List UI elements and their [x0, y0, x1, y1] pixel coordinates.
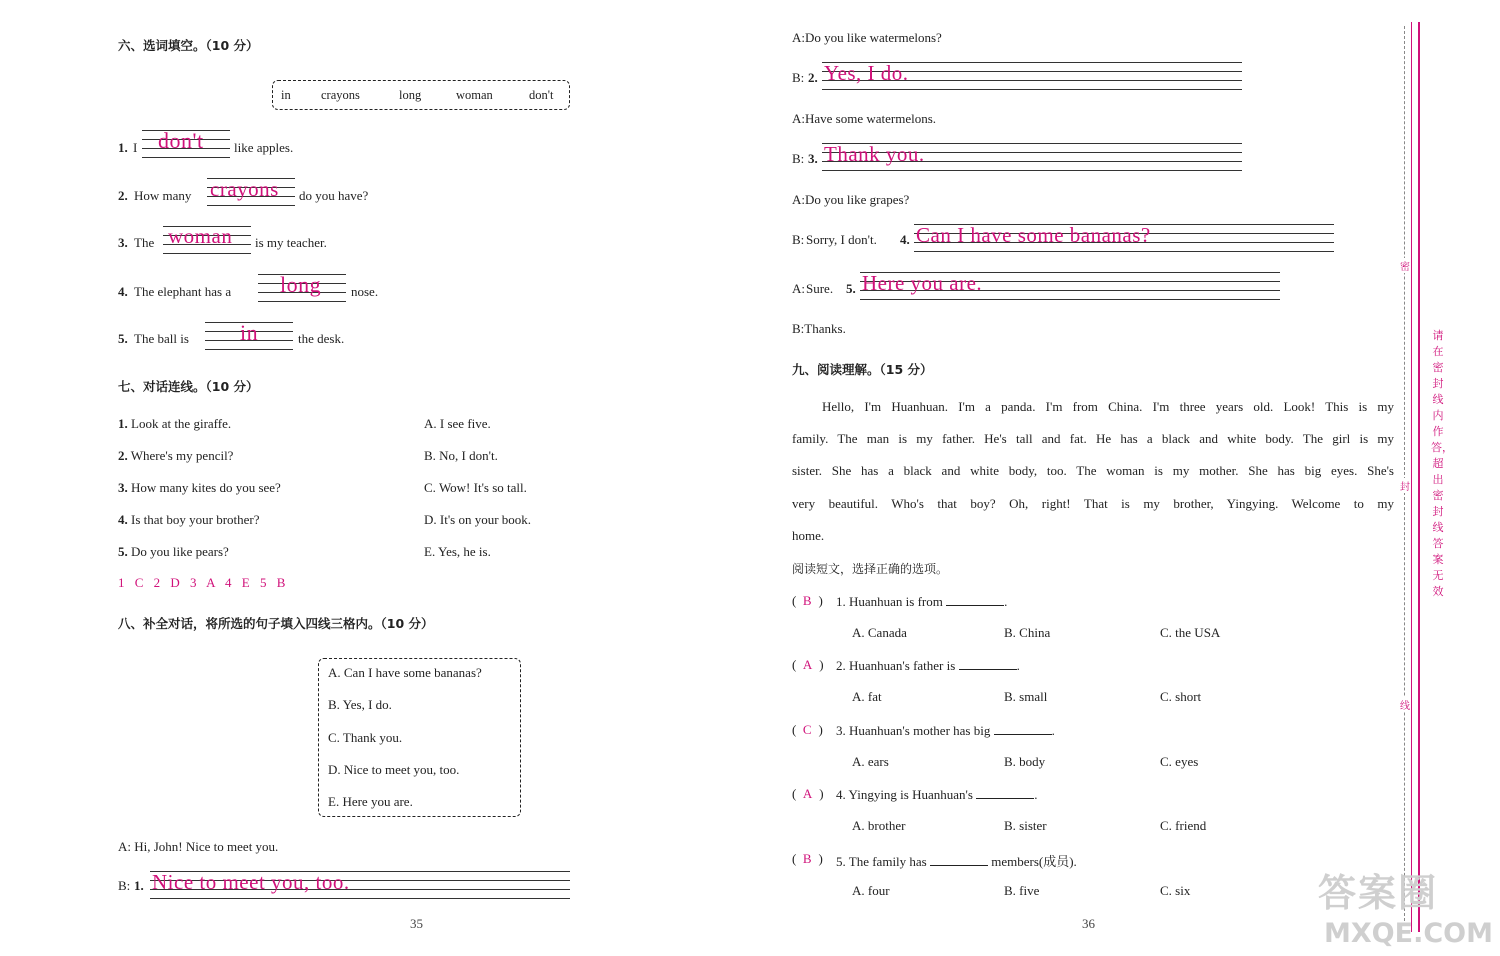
- choice-option: A. brother: [852, 818, 906, 833]
- choice-option: B. China: [1004, 625, 1051, 640]
- dialogue-line: A:Do you like watermelons?: [792, 30, 942, 45]
- match-right-item: B. No, I don't.: [424, 448, 498, 463]
- question-text: 5. The family has members(成员).: [836, 854, 1077, 869]
- word-bank-item: don't: [529, 88, 554, 102]
- answer-paren: ( C ): [792, 722, 823, 737]
- choice-option: B. sister: [1004, 818, 1047, 833]
- match-left-item: 3. How many kites do you see?: [118, 480, 281, 495]
- word-bank: [272, 80, 570, 110]
- answer-paren: ( B ): [792, 593, 823, 608]
- section9-title: 九、阅读理解。（15 分）: [792, 362, 933, 377]
- answer-blank: [994, 722, 1052, 735]
- watermark-logo: 答案圈: [1318, 871, 1439, 915]
- word-bank-item: long: [399, 88, 422, 102]
- item-number: 3.: [808, 151, 818, 166]
- watermark-domain: MXQE.COM: [1324, 918, 1493, 949]
- choice-answer: C: [802, 722, 813, 737]
- question-text: 4. Yingying is Huanhuan's .: [836, 787, 1038, 802]
- dialogue-text: Sorry, I don't.: [806, 232, 877, 247]
- item-text-before: The elephant has a: [134, 284, 232, 299]
- handwritten-answer: Can I have some bananas?: [916, 223, 1151, 247]
- item-number: 1.: [134, 878, 144, 893]
- word-bank-item: crayons: [321, 88, 360, 102]
- page-number: 36: [1082, 916, 1095, 931]
- match-left-item: 4. Is that boy your brother?: [118, 512, 260, 527]
- speaker-label: B:: [792, 232, 805, 247]
- handwritten-answer: crayons: [210, 177, 279, 201]
- item-text-after: the desk.: [298, 331, 345, 346]
- handwritten-answer: Nice to meet you, too.: [152, 870, 350, 894]
- handwritten-answer: woman: [168, 224, 233, 248]
- item-text-after: nose.: [351, 284, 379, 299]
- match-right-item: C. Wow! It's so tall.: [424, 480, 527, 495]
- answer-paren: ( A ): [792, 786, 824, 801]
- item-text-before: How many: [134, 188, 192, 203]
- item-text-before: The: [134, 235, 155, 250]
- choice-option: C. the USA: [1160, 625, 1221, 640]
- margin-line: [1418, 22, 1420, 932]
- seal-mark-top: 密: [1400, 258, 1410, 273]
- choice-option: A. Canada: [852, 625, 907, 640]
- sentence-option: D. Nice to meet you, too.: [328, 762, 460, 777]
- match-left-item: 2. Where's my pencil?: [118, 448, 234, 463]
- passage-line: very beautiful. Who's that boy? Oh, right! That is my brother, Yingying. Welcome to my: [792, 496, 1394, 511]
- handwritten-answer: Yes, I do.: [824, 61, 909, 85]
- word-bank-item: in: [281, 88, 291, 102]
- answer-blank: [976, 786, 1034, 799]
- choice-option: A. ears: [852, 754, 889, 769]
- choice-answer: B: [802, 851, 813, 866]
- item-number: 3.: [118, 235, 128, 250]
- item-number: 5.: [118, 331, 128, 346]
- question-text: 1. Huanhuan is from .: [836, 594, 1008, 609]
- answer-blank: [959, 657, 1017, 670]
- match-right-item: A. I see five.: [424, 416, 491, 431]
- match-right-item: E. Yes, he is.: [424, 544, 491, 559]
- choice-answer: A: [802, 786, 813, 801]
- choice-option: C. friend: [1160, 818, 1207, 833]
- passage-line: sister. She has a black and white body, too. The woman is my mother. She has big eyes. She's: [792, 463, 1394, 478]
- dialogue-line: A:Have some watermelons.: [792, 111, 937, 126]
- word-bank-item: woman: [456, 88, 493, 102]
- answer-blank: [930, 853, 988, 866]
- section6-title: 六、选词填空。（10 分）: [118, 38, 259, 53]
- speaker-label: B:: [118, 878, 131, 893]
- item-text-before: I: [133, 140, 138, 155]
- dialogue-line: A:Do you like grapes?: [792, 192, 910, 207]
- handwritten-answer: long: [280, 272, 322, 297]
- passage-line: family. The man is my father. He's tall and fat. He has a black and white body. The girl is my: [792, 431, 1394, 446]
- item-number: 4.: [900, 232, 910, 247]
- match-left-item: 1. Look at the giraffe.: [118, 416, 232, 431]
- item-number: 4.: [118, 284, 128, 299]
- match-right-item: D. It's on your book.: [424, 512, 532, 527]
- seal-dashed-line: [1404, 26, 1406, 926]
- speaker-label: B:: [792, 151, 805, 166]
- item-number: 1.: [118, 140, 128, 155]
- sentence-option: E. Here you are.: [328, 794, 413, 809]
- item-number: 5.: [846, 281, 856, 296]
- item-text-after: like apples.: [234, 140, 294, 155]
- sentence-option: A. Can I have some bananas?: [328, 665, 482, 680]
- item-text-before: The ball is: [134, 331, 189, 346]
- choice-answer: B: [802, 593, 813, 608]
- choice-option: A. fat: [852, 689, 882, 704]
- choice-answer: A: [802, 657, 813, 672]
- margin-line: [1411, 22, 1412, 932]
- dialogue-text: Sure.: [806, 281, 834, 296]
- choice-option: C. six: [1160, 883, 1191, 898]
- passage-line: Hello, I'm Huanhuan. I'm a panda. I'm from China. I'm three years old. Look! This is my: [822, 399, 1394, 414]
- handwritten-answer: Here you are.: [862, 271, 983, 295]
- choice-option: C. short: [1160, 689, 1202, 704]
- match-answers: 1 C 2 D 3 A 4 E 5 B: [118, 575, 286, 590]
- answer-paren: ( B ): [792, 851, 823, 866]
- handwritten-answer: don't: [158, 128, 204, 153]
- seal-mark-bottom: 线: [1400, 697, 1410, 712]
- speaker-label: A:: [792, 281, 805, 296]
- choice-option: C. eyes: [1160, 754, 1199, 769]
- dialogue-line: B:Thanks.: [792, 321, 846, 336]
- passage-line: home.: [792, 528, 825, 543]
- choice-option: A. four: [852, 883, 890, 898]
- handwritten-answer: in: [240, 320, 259, 345]
- seal-mark-mid: 封: [1400, 478, 1410, 493]
- sentence-option: B. Yes, I do.: [328, 697, 392, 712]
- question-text: 3. Huanhuan's mother has big .: [836, 723, 1055, 738]
- sentence-options-box: [318, 658, 521, 817]
- reading-instruction: 阅读短文，选择正确的选项。: [792, 562, 949, 576]
- sentence-option: C. Thank you.: [328, 730, 403, 745]
- speaker-label: B:: [792, 70, 805, 85]
- item-text-after: do you have?: [299, 188, 369, 203]
- handwritten-answer: Thank you.: [824, 142, 925, 166]
- choice-option: B. body: [1004, 754, 1046, 769]
- item-text-after: is my teacher.: [255, 235, 327, 250]
- page-number: 35: [410, 916, 423, 931]
- section8-title: 八、补全对话，将所选的句子填入四线三格内。（10 分）: [118, 616, 434, 631]
- section7-title: 七、对话连线。（10 分）: [118, 379, 259, 394]
- item-number: 2.: [118, 188, 128, 203]
- match-left-item: 5. Do you like pears?: [118, 544, 229, 559]
- question-text: 2. Huanhuan's father is .: [836, 658, 1020, 673]
- choice-option: B. small: [1004, 689, 1048, 704]
- answer-paren: ( A ): [792, 657, 824, 672]
- dialogue-line-a: A: Hi, John! Nice to meet you.: [118, 839, 279, 854]
- seal-notice: 请在密封线内作答，超出密封线答案无效: [1431, 329, 1453, 598]
- item-number: 2.: [808, 70, 818, 85]
- choice-option: B. five: [1004, 883, 1040, 898]
- answer-blank: [946, 593, 1004, 606]
